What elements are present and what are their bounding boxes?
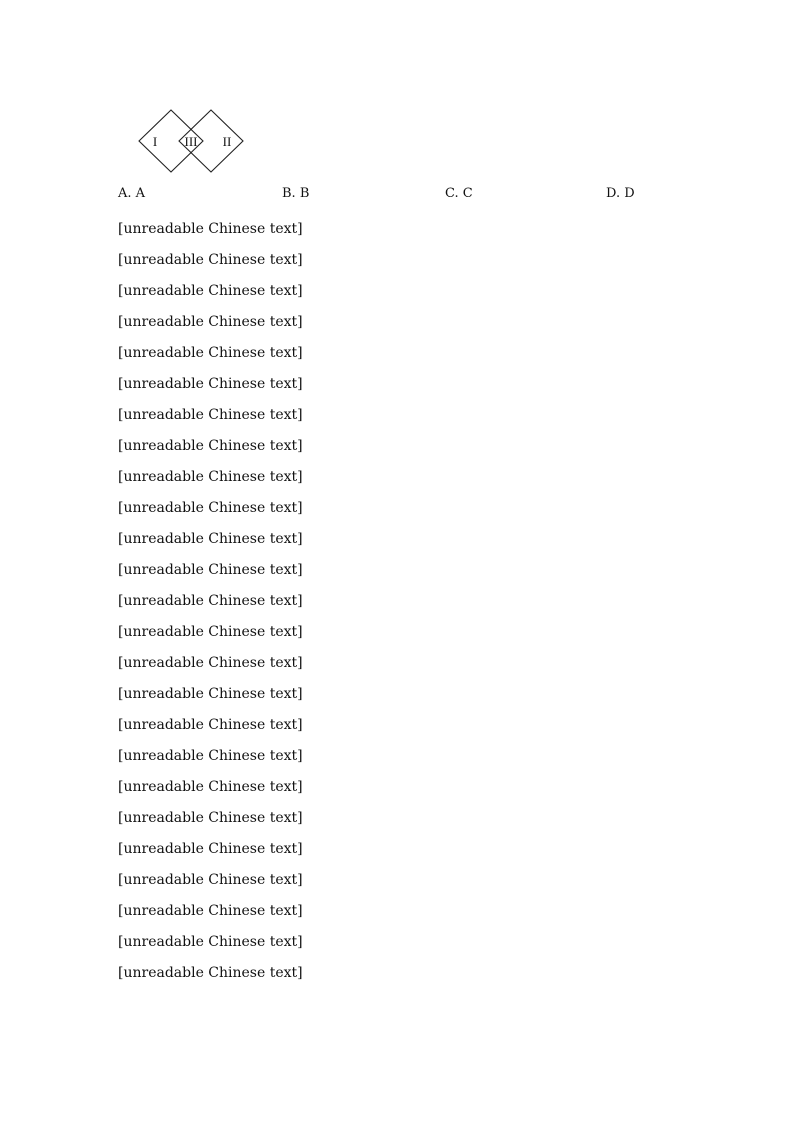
text-line: [unreadable Chinese text] xyxy=(118,593,303,609)
text-line: [unreadable Chinese text] xyxy=(118,531,303,547)
text-line: [unreadable Chinese text] xyxy=(118,748,303,764)
text-line: [unreadable Chinese text] xyxy=(118,686,303,702)
venn-diamond-diagram xyxy=(136,106,246,176)
text-line: [unreadable Chinese text] xyxy=(118,562,303,578)
text-line: [unreadable Chinese text] xyxy=(118,221,303,237)
text-line: [unreadable Chinese text] xyxy=(118,965,303,981)
text-line: [unreadable Chinese text] xyxy=(118,314,303,330)
text-line: [unreadable Chinese text] xyxy=(118,624,303,640)
option-d: D. D xyxy=(606,186,635,201)
text-line: [unreadable Chinese text] xyxy=(118,252,303,268)
option-a: A. A xyxy=(118,186,146,201)
diagram-svg xyxy=(136,106,246,176)
text-line: [unreadable Chinese text] xyxy=(118,934,303,950)
text-line: [unreadable Chinese text] xyxy=(118,872,303,888)
option-b: B. B xyxy=(282,186,310,201)
text-line: [unreadable Chinese text] xyxy=(118,810,303,826)
text-line: [unreadable Chinese text] xyxy=(118,438,303,454)
diagram-label-ii: II xyxy=(222,134,232,149)
option-c: C. C xyxy=(445,186,473,201)
answer-options xyxy=(118,186,678,206)
text-line: [unreadable Chinese text] xyxy=(118,283,303,299)
diagram-label-iii: III xyxy=(184,134,198,149)
text-line: [unreadable Chinese text] xyxy=(118,469,303,485)
diagram-label-i: I xyxy=(152,134,158,149)
document-body xyxy=(118,214,678,989)
text-line: [unreadable Chinese text] xyxy=(118,345,303,361)
text-line: [unreadable Chinese text] xyxy=(118,655,303,671)
text-line: [unreadable Chinese text] xyxy=(118,376,303,392)
text-line: [unreadable Chinese text] xyxy=(118,717,303,733)
text-line: [unreadable Chinese text] xyxy=(118,500,303,516)
text-line: [unreadable Chinese text] xyxy=(118,407,303,423)
text-line: [unreadable Chinese text] xyxy=(118,841,303,857)
text-line: [unreadable Chinese text] xyxy=(118,779,303,795)
text-line: [unreadable Chinese text] xyxy=(118,903,303,919)
